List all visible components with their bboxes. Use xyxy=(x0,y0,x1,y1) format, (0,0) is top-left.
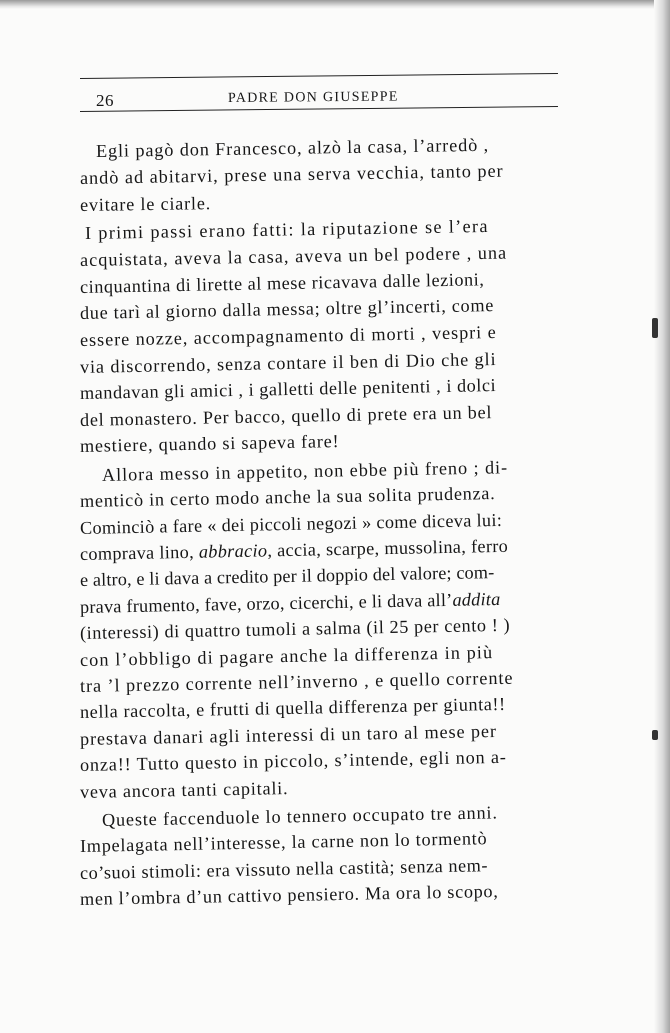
text-line: tra ’l prezzo corrente nell’inverno , e quello corrente xyxy=(79,667,514,696)
text-line: nella raccolta, e frutti di quella differenza per giunta!! xyxy=(79,693,506,722)
text-line: co’suoi stimoli: era vissuto nella castità; senza nem- xyxy=(79,855,489,883)
text-line: evitare le ciarle. xyxy=(79,193,212,215)
page-number: 26 xyxy=(96,91,114,110)
text-line: Impelagata nell’interesse, la carne non lo tormentò xyxy=(79,828,488,856)
text-line: Queste faccenduole lo tennero occupato tre anni. xyxy=(101,802,498,830)
header-top-rule xyxy=(80,73,558,79)
text-line: mestiere, quando si sapeva fare! xyxy=(79,431,340,456)
scan-mark xyxy=(652,318,658,338)
text-line: mandavan gli amici , i galletti delle penitenti , i dolci xyxy=(79,375,497,403)
text-line: onza!! Tutto questo in piccolo, s’intende, egli non a- xyxy=(79,746,507,775)
text-line: Egli pagò don Francesco, alzò la casa, l’arredò , xyxy=(95,134,490,161)
text-line: Cominciò a fare « dei piccoli negozi » come diceva lui: xyxy=(79,509,503,538)
text-line: essere nozze, accompagnamento di morti , vespri e xyxy=(79,322,497,350)
text-line: men l’ombra d’un cattivo pensiero. Ma ora lo scopo, xyxy=(79,880,499,909)
text-line: I primi passi erano fatti: la riputazione se l’era xyxy=(84,215,489,243)
text-line: via discorrendo, senza contare il ben di Dio che gli xyxy=(79,349,497,377)
text-line: con l’obbligo di pagare anche la differenza in più xyxy=(79,642,494,670)
text-line: acquistata, aveva la casa, aveva un bel podere , una xyxy=(79,242,508,270)
text-line: menticò in certo modo anche la sua solita prudenza. xyxy=(79,483,496,511)
text-line: prava frumento, fave, orzo, cicerchi, e li dava all’addita xyxy=(79,588,501,617)
text-line: (interessi) di quattro tumoli a salma (il 25 per cento ! ) xyxy=(79,614,511,643)
text-line: prestava danari agli interessi di un taro al mese per xyxy=(79,720,497,749)
text-line: due tarì al giorno dalla messa; oltre gl’incerti, come xyxy=(79,295,495,323)
scan-right-edge xyxy=(654,0,670,1033)
scan-top-edge xyxy=(0,0,670,9)
text-line: e altro, e li dava a credito per il doppio del valore; com- xyxy=(79,562,495,590)
text-line: andò ad abitarvi, prese una serva vecchia, tanto per xyxy=(79,160,504,188)
scan-mark xyxy=(652,730,658,740)
text-line: del monastero. Per bacco, quello di prete era un bel xyxy=(79,402,493,430)
text-line: veva ancora tanti capitali. xyxy=(79,778,289,802)
text-line: cinquantina di lirette al mese ricavava dalle lezioni, xyxy=(79,269,485,297)
text-line: Allora messo in appetito, non ebbe più freno ; di- xyxy=(101,457,509,485)
running-title: PADRE DON GIUSEPPE xyxy=(227,89,399,106)
text-line: comprava lino, abbracio, accia, scarpe, mussolina, ferro xyxy=(79,535,509,564)
